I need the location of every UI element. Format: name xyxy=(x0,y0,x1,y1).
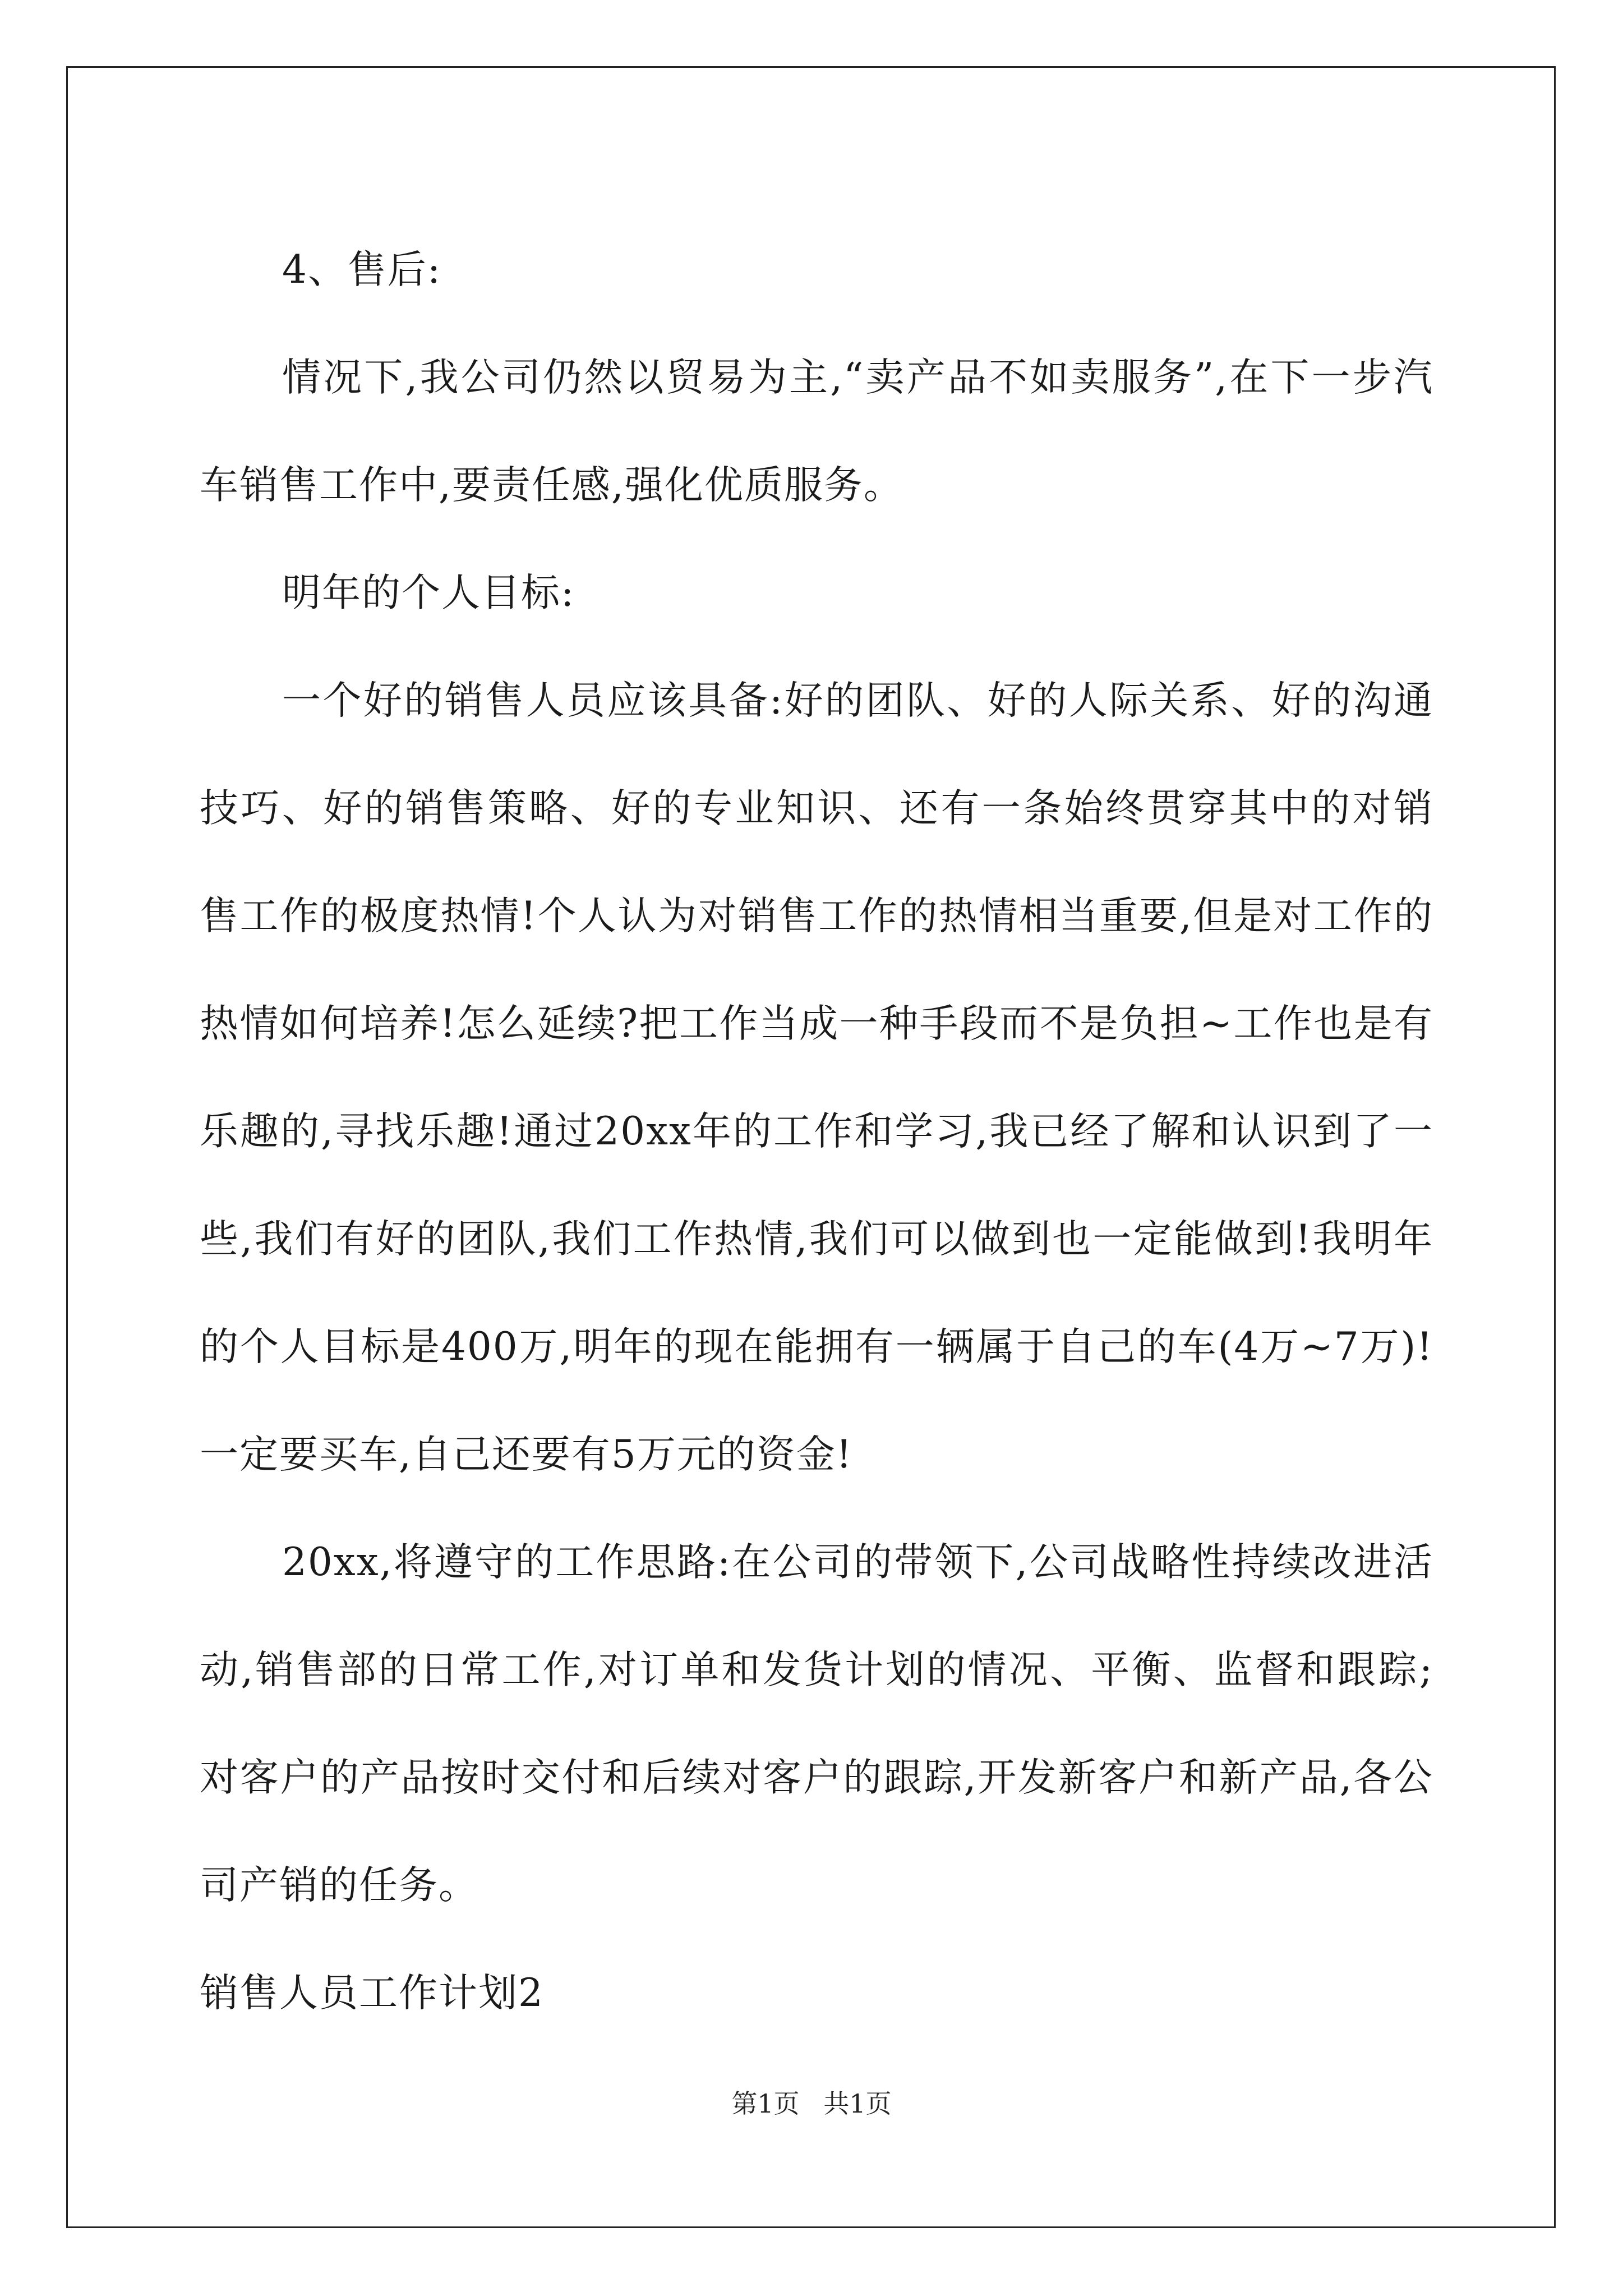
page-number-total: 共1页 xyxy=(823,2088,892,2119)
paragraph-after-sales: 4、售后: xyxy=(282,247,442,292)
page-number-current: 第1页 xyxy=(731,2088,800,2119)
document-body xyxy=(200,216,1433,2047)
paragraph-personal-goal: 一个好的销售人员应该具备:好的团队、好的人际关系、好的沟通技巧、好的销售策略、好的专业知识、还有一条始终贯穿其中的对销售工作的极度热情!个人认为对销售工作的热情相当重要,但是对工作的热情如何培养!怎么延续?把工作当成一种手段而不是负担~工作也是有乐趣的,寻找乐趣!通过20xx年的工作和学习,我已经了解和认识到了一些,我们有好的团队,我们工作热情,我们可以做到也一定能做到!我明年的个人目标是400万,明年的现在能拥有一辆属于自己的车(4万~7万)!一定要买车,自己还要有5万元的资金! xyxy=(200,678,1433,1477)
page-footer xyxy=(0,2087,1623,2120)
paragraph-service: 情况下,我公司仍然以贸易为主,“卖产品不如卖服务”,在下一步汽车销售工作中,要责任感,强化优质服务。 xyxy=(200,355,1433,508)
paragraph-goal-heading: 明年的个人目标: xyxy=(282,570,575,615)
paragraph-work-approach: 20xx,将遵守的工作思路:在公司的带领下,公司战略性持续改进活动,销售部的日常工作,对订单和发货计划的情况、平衡、监督和跟踪;对客户的产品按时交付和后续对客户的跟踪,开发新客户和新产品,各公司产销的任务。 xyxy=(200,1540,1433,1908)
section-heading: 销售人员工作计划2 xyxy=(200,1971,544,2016)
